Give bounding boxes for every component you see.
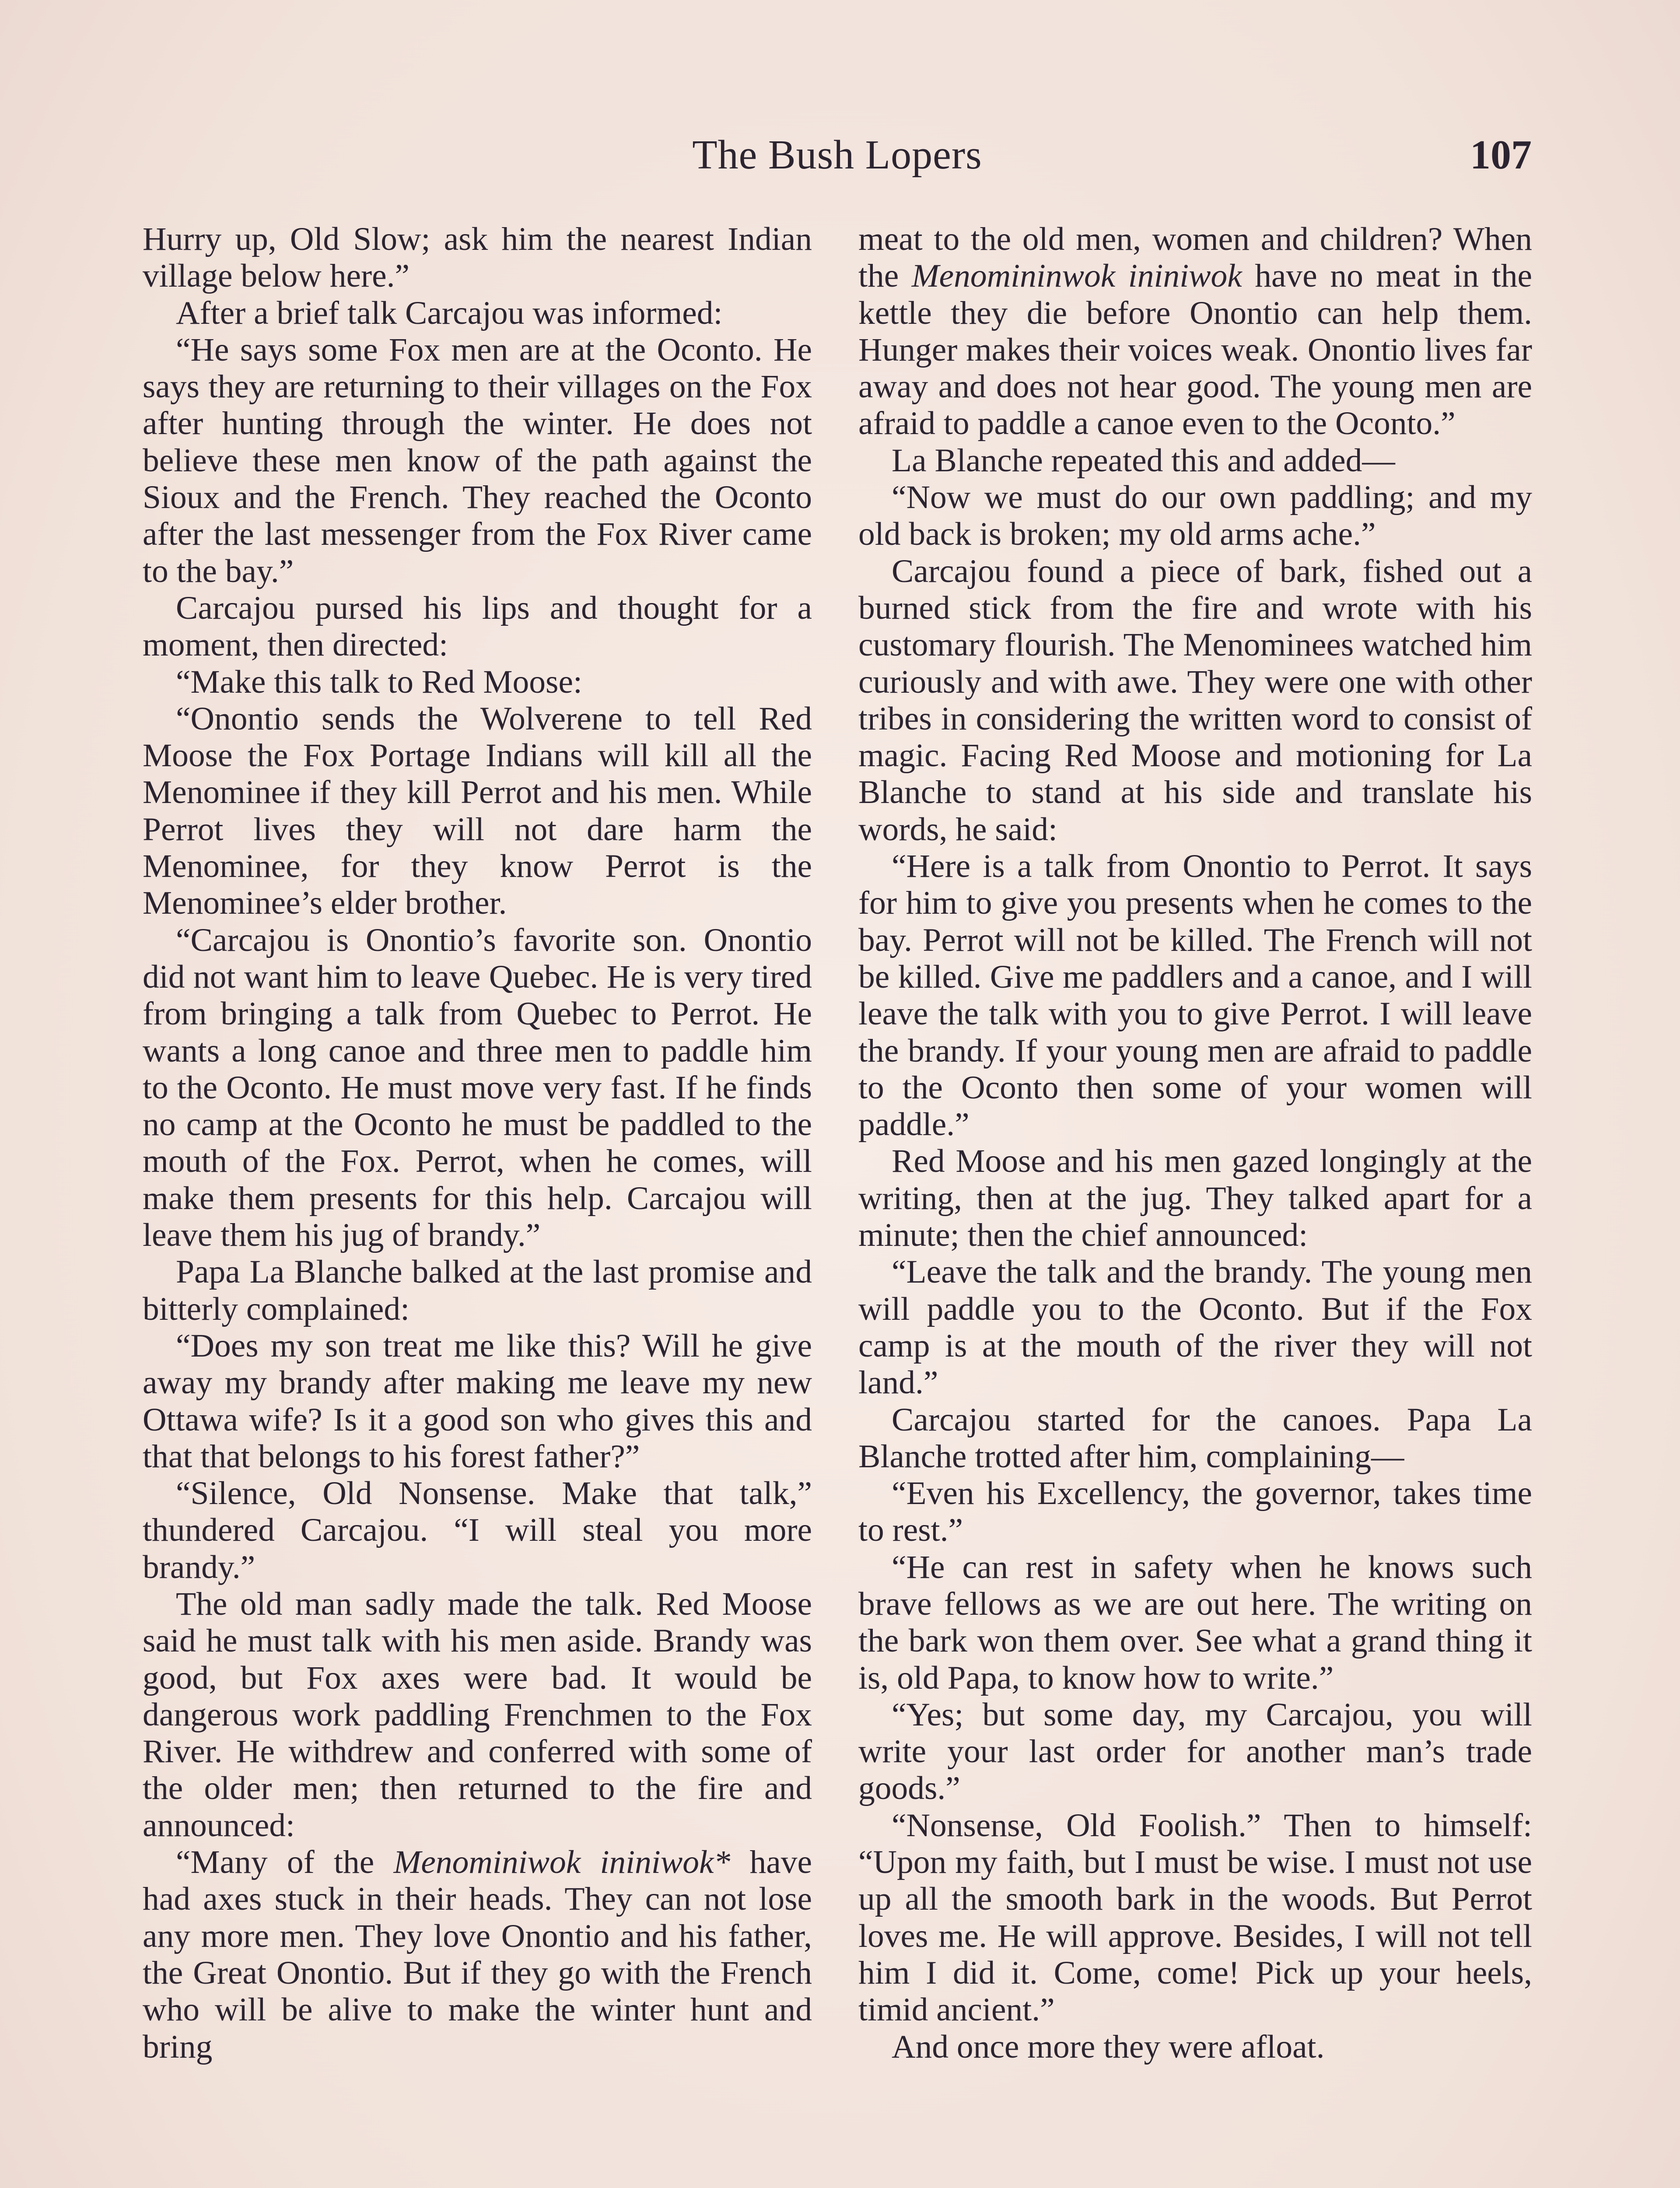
italic-term: Menomininwok ininiwok [911,258,1242,295]
paragraph: Carcajou found a piece of bark, fished out a burned stick from the fire and wrote with his customary flourish. The Menominees watched him curiously and with awe. They were one with other tribes in considering the written word to consist of magic. Facing Red Moose and motioning for La Blanche to stand at his side and translate his words, he said: [858,553,1532,848]
paragraph: Hurry up, Old Slow; ask him the nearest Indian village below here.” [143,221,812,295]
paragraph: “Now we must do our own paddling; and my old back is broken; my old arms ache.” [858,479,1532,553]
paragraph: “Carcajou is Onontio’s favorite son. Onontio did not want him to leave Quebec. He is very tired from bringing a talk from Quebec to Perrot. He wants a long canoe and three men to paddle him to the Oconto. He must move very fast. If he finds no camp at the Oconto he must be paddled to the mouth of the Fox. Perrot, when he comes, will make them presents for this help. Carcajou will leave them his jug of brandy.” [143,922,812,1254]
paragraph: “Does my son treat me like this? Will he give away my brandy after making me leave my new Ottawa wife? Is it a good son who gives this and that that belongs to his forest father?” [143,1327,812,1475]
paragraph: “Even his Excellency, the governor, takes time to rest.” [858,1475,1532,1549]
paragraph: La Blanche repeated this and added— [892,442,1395,479]
paragraph: Carcajou pursed his lips and thought for a moment, then directed: [143,589,812,663]
paragraph: “Leave the talk and the brandy. The young men will paddle you to the Oconto. But if the Fox camp is at the mouth of the river they will not land.” [858,1254,1532,1401]
paragraph-final: And once more they were afloat. [892,2028,1325,2065]
paragraph: “He can rest in safety when he knows such brave fellows as we are out here. The writing on the bark won them over. See what a grand thing it is, old Papa, to know how to write.” [858,1549,1532,1696]
running-title: The Bush Lopers [692,132,982,178]
paragraph: “Nonsense, Old Foolish.” Then to himself: “Upon my faith, but I must be wise. I must not use up all the smooth bark in the woods. But Perrot loves me. He will approve. Besides, I will not tell him I did it. Come, come! Pick up your heels, timid ancient.” [858,1807,1532,2028]
paragraph-continuation: meat to the old men, women and children? When the Menomininwok ininiwok have no meat in the kettle they die before Onontio can help them. Hunger makes their voices weak. Onontio lives far away and does not hear good. The young men are afraid to paddle a canoe even to the Oconto.” [858,221,1532,442]
left-column [143,221,812,2065]
paragraph: Carcajou started for the canoes. Papa La Blanche trotted after him, complaining— [858,1401,1532,1475]
paragraph: “Onontio sends the Wolverene to tell Red Moose the Fox Portage Indians will kill all the Menominee if they kill Perrot and his men. While Perrot lives they will not dare harm the Menominee, for they know Perrot is the Menominee’s elder brother. [143,700,812,922]
paragraph: “He says some Fox men are at the Oconto. He says they are returning to their villages on the Fox after hunting through the winter. He does not believe these men know of the path against the Sioux and the French. They reached the Oconto after the last messenger from the Fox River came to the bay.” [143,331,812,589]
paragraph: “Make this talk to Red Moose: [176,663,582,700]
paragraph: The old man sadly made the talk. Red Moose said he must talk with his men aside. Brandy was good, but Fox axes were bad. It would be dangerous work paddling Frenchmen to the Fox River. He withdrew and conferred with some of the older men; then returned to the fire and announced: [143,1585,812,1844]
paragraph: Papa La Blanche balked at the last promise and bitterly complained: [143,1254,812,1327]
page-number: 107 [1470,132,1532,178]
paragraph: “Here is a talk from Onontio to Perrot. It says for him to give you presents when he comes to the bay. Perrot will not be killed. The French will not be killed. Give me paddlers and a canoe, and I will leave the talk with you to give Perrot. I will leave the brandy. If your young men are afraid to paddle to the Oconto then some of your women will paddle.” [858,848,1532,1143]
paragraph: “Silence, Old Nonsense. Make that talk,” thundered Carcajou. “I will steal you more brandy.” [143,1475,812,1585]
paragraph-continued: “Many of the Menominiwok ininiwok* have had axes stuck in their heads. They can not lose any more men. They love Onontio and his father, the Great Onontio. But if they go with the French who will be alive to make the winter hunt and bring [143,1844,812,2065]
italic-term: Menominiwok ininiwok* [393,1844,731,1881]
paragraph: After a brief talk Carcajou was informed: [176,295,723,331]
right-column [858,221,1532,2065]
page-header [143,127,1532,193]
paragraph: Red Moose and his men gazed longingly at the writing, then at the jug. They talked apart for a minute; then the chief announced: [858,1143,1532,1254]
paragraph: “Yes; but some day, my Carcajou, you will write your last order for another man’s trade goods.” [858,1696,1532,1807]
